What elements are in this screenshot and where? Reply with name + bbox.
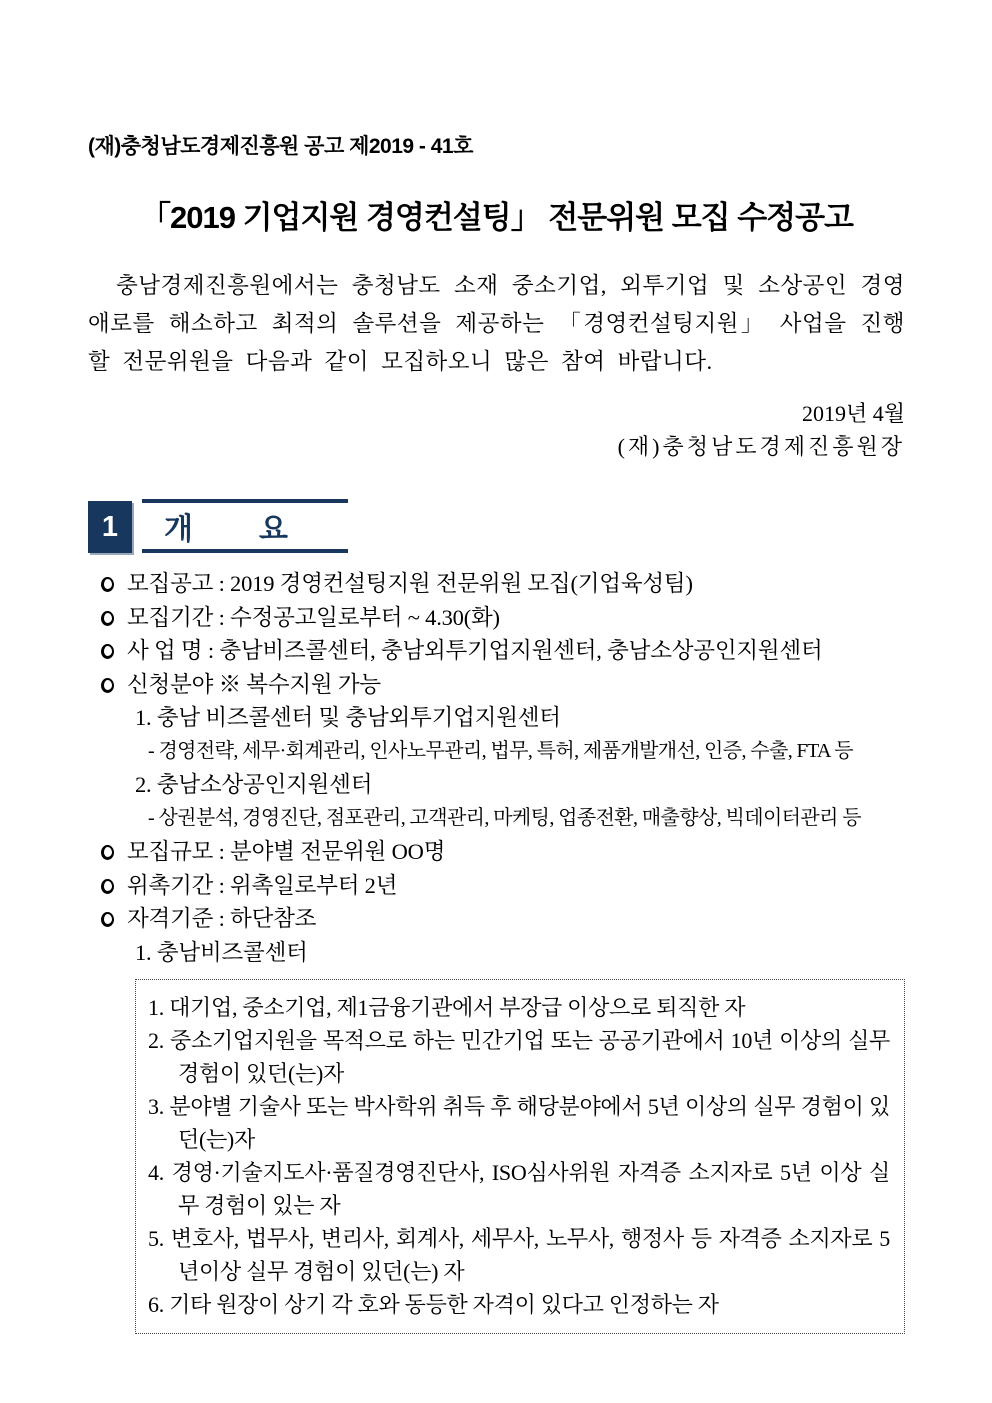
- overview-item-text: 모집규모 : 분야별 전문위원 OO명: [127, 839, 446, 864]
- list-item: [88, 835, 905, 869]
- signature-block: [88, 397, 905, 463]
- circle-bullet-icon: [101, 845, 114, 860]
- circle-bullet-icon: [101, 912, 114, 927]
- overview-item-text: 위촉기간 : 위촉일로부터 2년: [127, 872, 398, 898]
- intro-paragraph: 충남경제진흥원에서는 충청남도 소재 중소기업, 외투기업 및 소상공인 경영 애로를 해소하고 최적의 솔루션을 제공하는 「경영컨설팅지원」 사업을 진행할 전문위원을 다음과 같이 모집하오니 많은 참여 바랍니다.: [88, 273, 905, 374]
- list-item: [88, 869, 905, 903]
- section-number-badge: 1: [88, 501, 132, 553]
- list-item: [88, 668, 905, 702]
- issuer-line: (재)충청남도경제진흥원장: [617, 434, 905, 459]
- qualification-item: 3. 분야별 기술사 또는 박사학위 취득 후 해당분야에서 5년 이상의 실무 경험이 있던(는)자: [148, 1094, 890, 1152]
- section-header: [88, 499, 905, 553]
- list-item: [88, 567, 905, 601]
- section-title-rule: [142, 499, 348, 553]
- overview-item-text: 1. 충남 비즈콜센터 및 충남외투기업지원센터: [135, 705, 561, 730]
- circle-bullet-icon: [101, 577, 114, 592]
- list-item: [88, 601, 905, 635]
- overview-item-text: - 상권분석, 경영진단, 점포관리, 고객관리, 마케팅, 업종전환, 매출향상, 빅데이터관리 등: [148, 806, 861, 829]
- document-title: 「2019 기업지원 경영컨설팅」 전문위원 모집 수정공고: [140, 200, 853, 235]
- qualification-item: 1. 대기업, 중소기업, 제1금융기관에서 부장급 이상으로 퇴직한 자: [148, 995, 746, 1020]
- list-item: [88, 902, 905, 936]
- qualification-item: 5. 변호사, 법무사, 변리사, 회계사, 세무사, 노무사, 행정사 등 자격증 소지자로 5년이상 실무 경험이 있던(는) 자: [148, 1226, 890, 1284]
- qualification-item: 4. 경영·기술지도사·품질경영진단사, ISO심사위원 자격증 소지자로 5년 이상 실무 경험이 있는 자: [148, 1160, 890, 1218]
- date-line: 2019년 4월: [801, 401, 905, 426]
- notice-number: (재)충청남도경제진흥원 공고 제2019 - 41호: [88, 135, 473, 158]
- section-title: 개 요: [164, 513, 290, 546]
- list-item: [88, 634, 905, 668]
- circle-bullet-icon: [101, 879, 114, 894]
- list-item: [88, 802, 905, 836]
- list-item: [88, 768, 905, 802]
- qualification-item: 6. 기타 원장이 상기 각 호와 동등한 자격이 있다고 인정하는 자: [148, 1292, 719, 1317]
- overview-item-text: 사 업 명 : 충남비즈콜센터, 충남외투기업지원센터, 충남소상공인지원센터: [127, 638, 823, 663]
- overview-list: [88, 567, 905, 969]
- overview-item-text: 신청분야 ※ 복수지원 가능: [127, 671, 381, 697]
- overview-item-text: 1. 충남비즈콜센터: [135, 939, 308, 965]
- circle-bullet-icon: [101, 644, 114, 659]
- overview-item-text: 자격기준 : 하단참조: [127, 906, 317, 931]
- list-item: [88, 735, 905, 769]
- list-item: [88, 701, 905, 735]
- overview-item-text: - 경영전략, 세무·회계관리, 인사노무관리, 법무, 특허, 제품개발개선, 인증, 수출, FTA 등: [148, 739, 853, 762]
- circle-bullet-icon: [101, 611, 114, 626]
- overview-item-text: 2. 충남소상공인지원센터: [135, 772, 373, 797]
- list-item: [88, 936, 905, 970]
- circle-bullet-icon: [101, 678, 114, 693]
- qualifications-box: [135, 979, 905, 1334]
- overview-item-text: 모집공고 : 2019 경영컨설팅지원 전문위원 모집(기업육성팀): [127, 571, 693, 596]
- overview-item-text: 모집기간 : 수정공고일로부터 ~ 4.30(화): [127, 604, 500, 630]
- qualification-item: 2. 중소기업지원을 목적으로 하는 민간기업 또는 공공기관에서 10년 이상의 실무경험이 있던(는)자: [148, 1028, 890, 1086]
